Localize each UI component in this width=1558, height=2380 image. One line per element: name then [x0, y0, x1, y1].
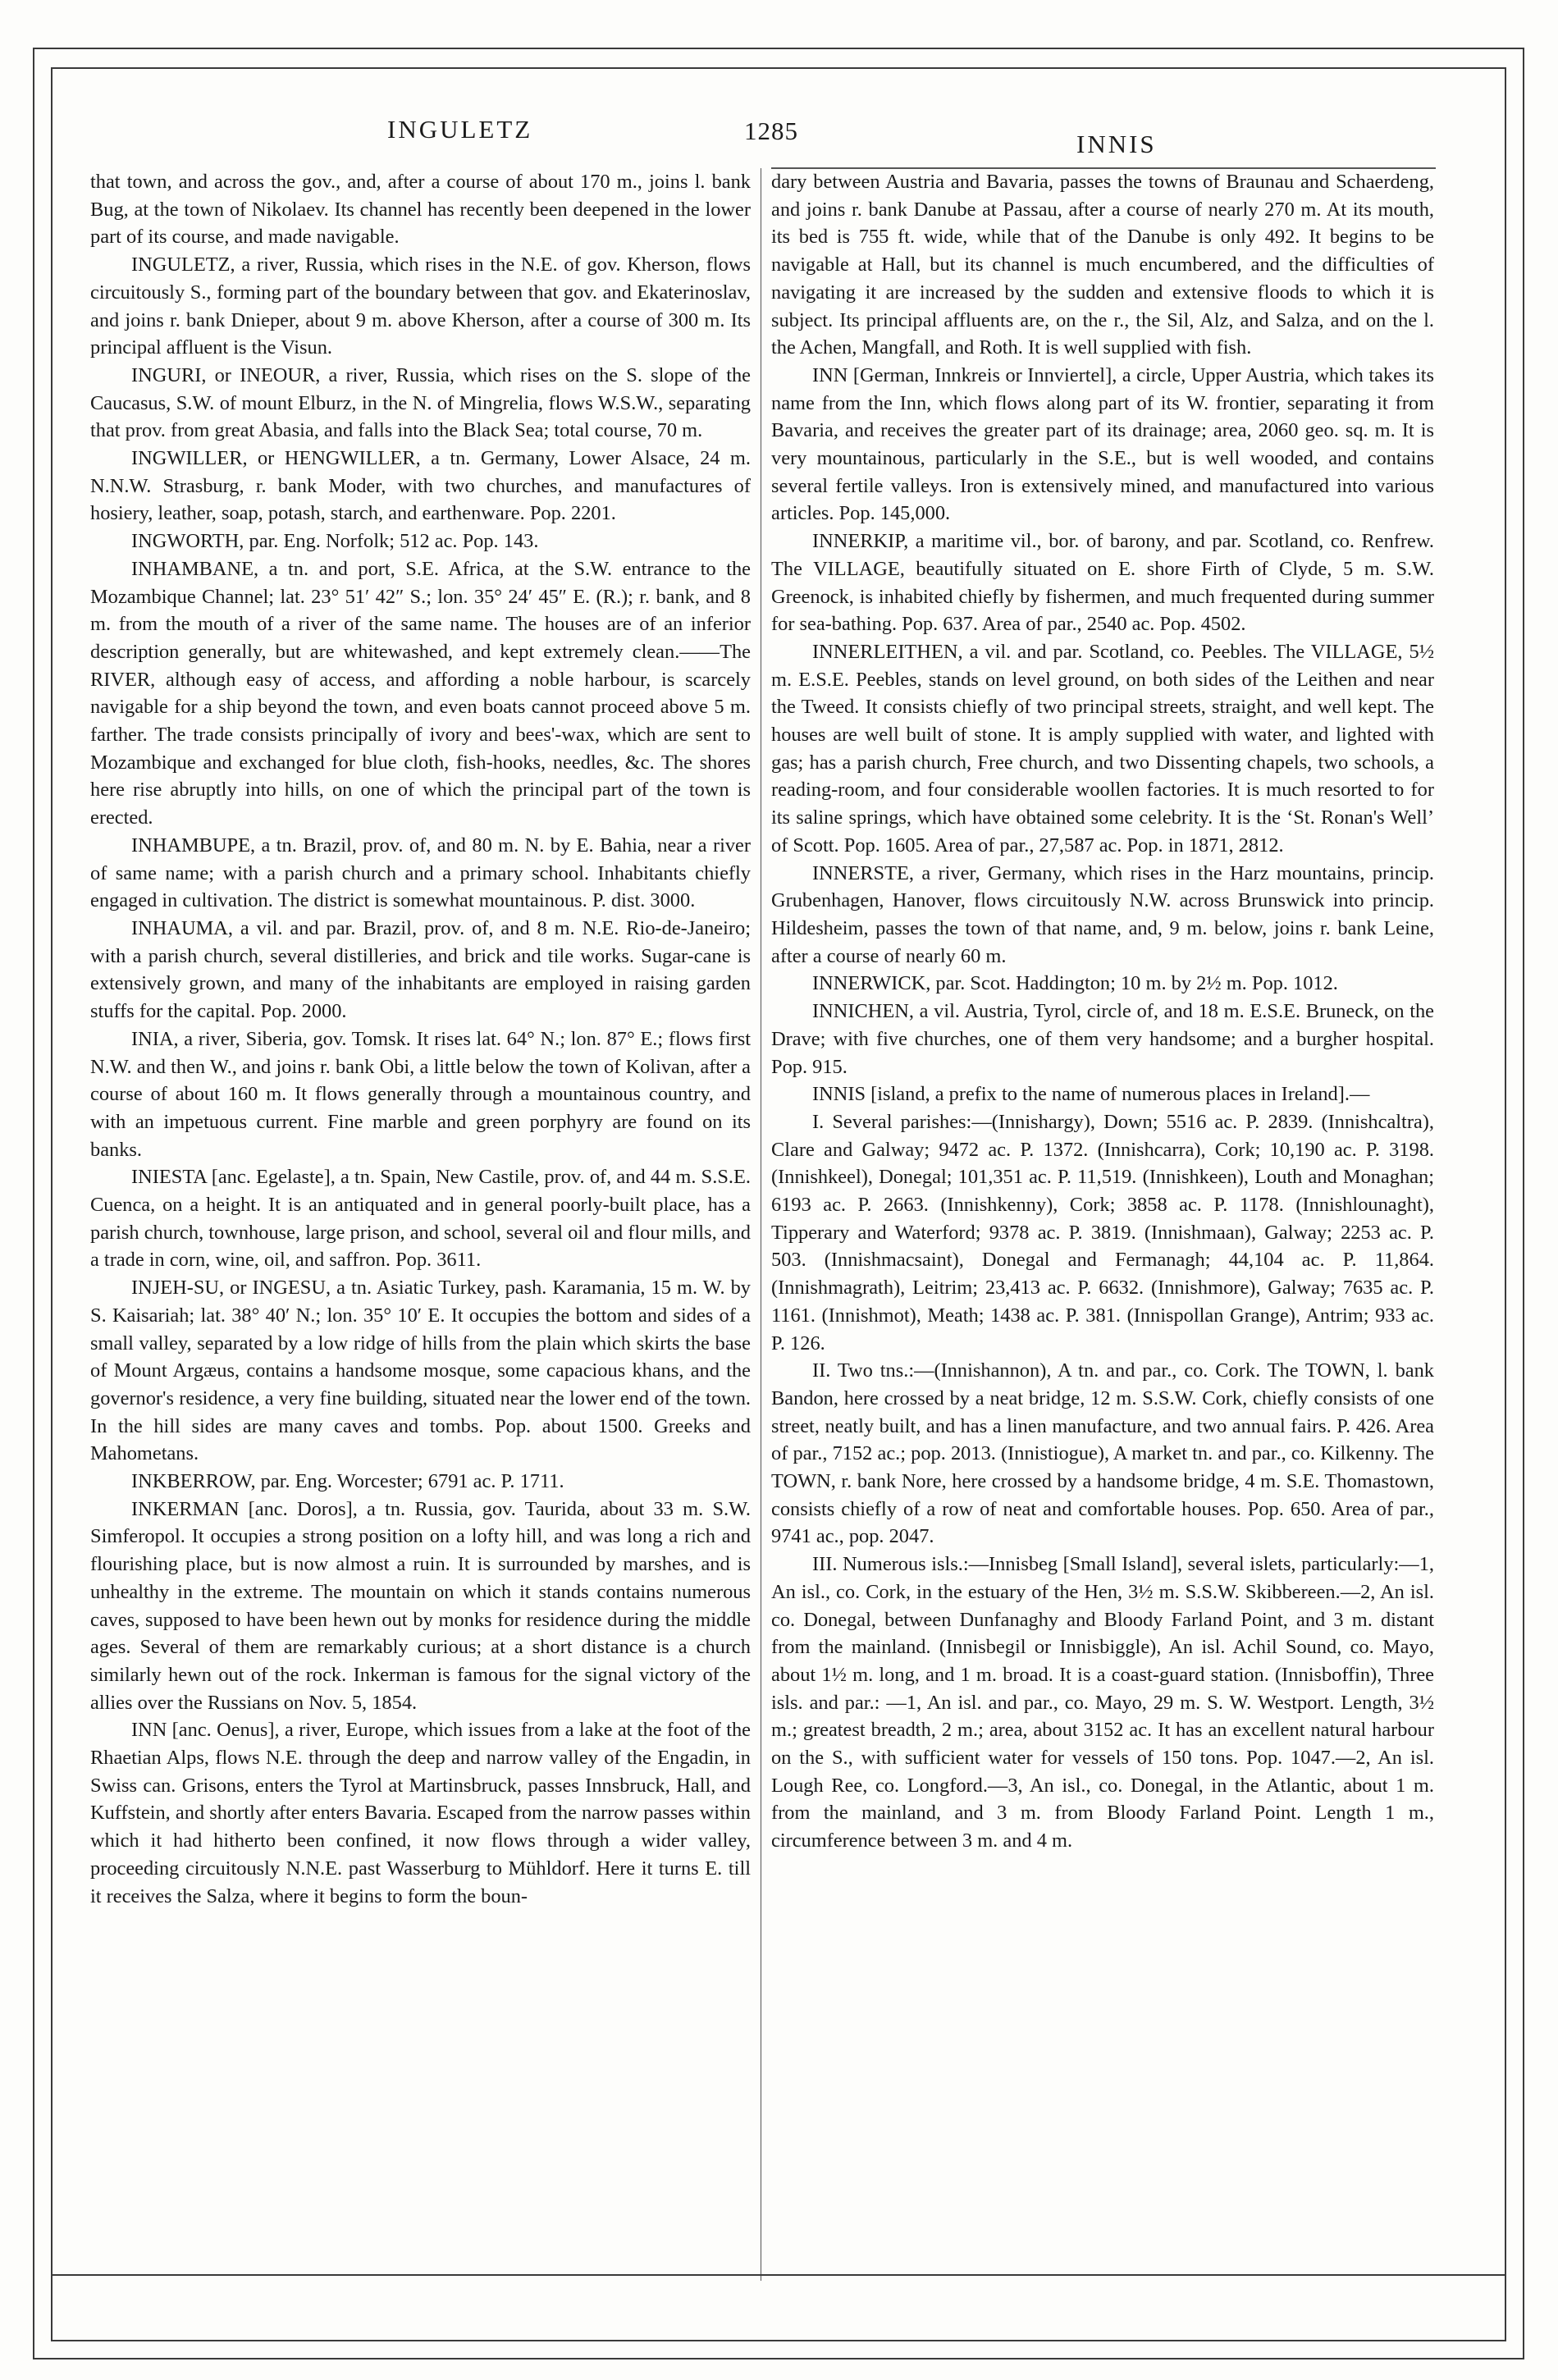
gazetteer-entry: INNERWICK, par. Scot. Haddington; 10 m. by 2½ m. Pop. 1012. [812, 972, 1338, 995]
gazetteer-entry: INGURI, or INEOUR, a river, Russia, which rises on the S. slope of the Caucasus, S.W. of mount Elburz, in the N. of Mingrelia, flows W.S.W., separating that prov. from great Abasia, and falls into the Black Sea; total course, 70 m. [90, 363, 751, 442]
gazetteer-entry: dary between Austria and Bavaria, passes the towns of Braunau and Schaerdeng, and joins r. bank Danube at Passau, after a course of nearly 270 m. At its mouth, its bed is 755 ft. wide, while that of the Danube is only 492. It begins to be navigable at Hall, but its channel is much encumbered, and the difficulties of navigating it are increased by the sudden and extensive floods to which it is subject. Its principal affluents are, on the r., the Sil, Alz, and Salza, and on the l. the Achen, Mangfall, and Roth. It is well supplied with fish. [771, 171, 1434, 359]
gazetteer-entry: INIA, a river, Siberia, gov. Tomsk. It rises lat. 64° N.; lon. 87° E.; flows first N.W. and then W., and joins r. bank Obi, a little below the town of Kolivan, after a course of about 160 m. It flows generally through a mountainous country, and with an impetuous current. Fine marble and green porphyry are found on its banks. [90, 1027, 751, 1161]
footer-rule [51, 2274, 1506, 2276]
right-column [771, 168, 1434, 1855]
gazetteer-entry: that town, and across the gov., and, after a course of about 170 m., joins l. bank Bug, at the town of Nikolaev. Its channel has recently been deepened in the lower part of its course, and made navigable. [90, 171, 751, 249]
gazetteer-entry: INNIS [island, a prefix to the name of numerous places in Ireland].— [812, 1083, 1370, 1106]
running-header [51, 67, 1506, 166]
gazetteer-entry: INN [German, Innkreis or Innviertel], a circle, Upper Austria, which takes its name from the Inn, which flows along part of its W. frontier, separating it from Bavaria, and receives the greater part of its drainage; area, 2060 geo. sq. m. It is very mountainous, particularly in the S.E., but is well wooded, and contains several fertile valleys. Iron is extensively mined, and manufactured into various articles. Pop. 145,000. [771, 363, 1434, 525]
gazetteer-entry: INNERLEITHEN, a vil. and par. Scotland, co. Peebles. The VILLAGE, 5½ m. E.S.E. Peebles, stands on level ground, on both sides of the Leithen and near the Tweed. It consists chiefly of two principal streets, straight, and well kept. The houses are well built of stone. It is amply supplied with water, and lighted with gas; has a parish church, Free church, and two Dissenting chapels, two schools, a reading-room, and four considerable woollen factories. It is much resorted to for its saline springs, which have obtained some celebrity. It is the ‘St. Ronan's Well’ of Scott. Pop. 1605. Area of par., 27,587 ac. Pop. in 1871, 2812. [771, 640, 1434, 857]
gazetteer-entry: INHAMBUPE, a tn. Brazil, prov. of, and 80 m. N. by E. Bahia, near a river of same name; with a parish church and a primary school. Inhabitants chiefly engaged in cultivation. The district is somewhat mountainous. P. dist. 3000. [90, 834, 751, 912]
gazetteer-entry: INGULETZ, a river, Russia, which rises in the N.E. of gov. Kherson, flows circuitously S., forming part of the boundary between that gov. and Ekaterinoslav, and joins r. bank Dnieper, about 9 m. above Kherson, after a course of 300 m. Its principal affluent is the Visun. [90, 254, 751, 359]
gazetteer-entry: INGWORTH, par. Eng. Norfolk; 512 ac. Pop. 143. [131, 530, 539, 553]
gazetteer-entry: INKERMAN [anc. Doros], a tn. Russia, gov. Taurida, about 33 m. S.W. Simferopol. It occupies a strong position on a lofty hill, and was long a rich and flourishing place, but is now almost a ruin. It is surrounded by marshes, and is unhealthy in the extreme. The mountain on which it stands contains numerous caves, supposed to have been hewn out by monks for residence during the middle ages. Several of them are remarkably curious; at a short distance is a church similarly hewn out of the rock. Inkerman is famous for the signal victory of the allies over the Russians on Nov. 5, 1854. [90, 1497, 751, 1714]
gazetteer-entry: INHAMBANE, a tn. and port, S.E. Africa, at the S.W. entrance to the Mozambique Channel; lat. 23° 51′ 42″ S.; lon. 35° 24′ 45″ E. (R.); r. bank, and 8 m. from the mouth of a river of the same name. The houses are of an inferior description generally, but are whitewashed, and kept extremely clean.——The RIVER, although easy of access, and affording a noble harbour, is scarcely navigable for a ship beyond the town, and even boats cannot proceed above 5 m. farther. The trade consists principally of ivory and bees'-wax, which are sent to Mozambique and exchanged for blue cloth, fish-hooks, needles, &c. The shores here rise abruptly into hills, on one of which the principal part of the town is erected. [90, 557, 751, 829]
gazetteer-entry: INKBERROW, par. Eng. Worcester; 6791 ac. P. 1711. [131, 1470, 564, 1493]
gazetteer-entry: INGWILLER, or HENGWILLER, a tn. Germany, Lower Alsace, 24 m. N.N.W. Strasburg, r. bank Moder, with two churches, and manufactures of hosiery, leather, soap, potash, starch, and earthenware. Pop. 2201. [90, 447, 751, 525]
gazetteer-entry: INNERSTE, a river, Germany, which rises in the Harz mountains, princip. Grubenhagen, Hanover, flows circuitously N.W. across Brunswick into princip. Hildesheim, passes the town of that name, and, 9 m. below, joins r. bank Leine, after a course of nearly 60 m. [771, 861, 1434, 967]
gazetteer-entry: INJEH-SU, or INGESU, a tn. Asiatic Turkey, pash. Karamania, 15 m. W. by S. Kaisariah; lat. 38° 40′ N.; lon. 35° 10′ E. It occupies the bottom and sides of a small valley, separated by a low ridge of hills from the plain which skirts the base of Mount Argæus, contains a handsome mosque, some capacious khans, and the governor's residence, a very fine building, situated near the lower end of the town. In the hill sides are many caves and tombs. Pop. about 1500. Greeks and Mahometans. [90, 1277, 751, 1465]
left-running-title: INGULETZ [387, 115, 533, 144]
gazetteer-entry: II. Two tns.:—(Innishannon), A tn. and par., co. Cork. The TOWN, l. bank Bandon, here crossed by a neat bridge, 12 m. S.S.W. Cork, chiefly consists of one street, neatly built, and has a linen manufacture, and two annual fairs. P. 426. Area of par., 7152 ac.; pop. 2013. (Innistiogue), A market tn. and par., co. Kilkenny. The TOWN, r. bank Nore, here crossed by a handsome bridge, 4 m. S.E. Thomastown, consists chiefly of a row of neat and comfortable houses. Pop. 650. Area of par., 9741 ac., pop. 2047. [771, 1359, 1434, 1548]
page-number: 1285 [744, 116, 798, 145]
gazetteer-entry: III. Numerous isls.:—Innisbeg [Small Island], several islets, particularly:—1, An isl., co. Cork, in the estuary of the Hen, 3½ m. S.S.W. Skibbereen.—2, An isl. co. Donegal, between Dunfanaghy and Bloody Farland Point, and 3 m. distant from the mainland. (Innisbegil or Innisbiggle), An isl. Achil Sound, co. Mayo, about 1½ m. long, and 1 m. broad. It is a coast-guard station. (Innisboffin), Three isls. and par.: —1, An isl. and par., co. Mayo, 29 m. S. W. Westport. Length, 3½ m.; greatest breadth, 2 m.; area, about 3152 ac. It has an excellent natural harbour on the S., with sufficient water for vessels of 150 tons. Pop. 1047.—2, An isl. Lough Ree, co. Longford.—3, An isl., co. Donegal, in the Atlantic, about 1 m. from the mainland, and 3 m. from Bloody Farland Point. Length 1 m., circumference between 3 m. and 4 m. [771, 1553, 1434, 1852]
gazetteer-entry: INN [anc. Oenus], a river, Europe, which issues from a lake at the foot of the Rhaetian Alps, flows N.E. through the deep and narrow valley of the Engadin, in Swiss can. Grisons, enters the Tyrol at Martinsbruck, passes Innsbruck, Hall, and Kuffstein, and shortly after enters Bavaria. Escaped from the narrow passes within which it had hitherto been confined, it now flows through a wider valley, proceeding circuitously N.N.E. past Wasserburg to Mühldorf. Here it turns E. till it receives the Salza, where it begins to form the boun- [90, 1719, 751, 1907]
gazetteer-entry: INNICHEN, a vil. Austria, Tyrol, circle of, and 18 m. E.S.E. Bruneck, on the Drave; with five churches, one of them very handsome; and a burgher hospital. Pop. 915. [771, 1000, 1434, 1078]
left-column [90, 168, 751, 1910]
gazetteer-entry: INIESTA [anc. Egelaste], a tn. Spain, New Castile, prov. of, and 44 m. S.S.E. Cuenca, on a height. It is an antiquated and in general poorly-built place, has a parish church, townhouse, large prison, and school, several oil and flour mills, and a trade in corn, wine, oil, and saffron. Pop. 3611. [90, 1166, 751, 1272]
gazetteer-entry: INNERKIP, a maritime vil., bor. of barony, and par. Scotland, co. Renfrew. The VILLAGE, beautifully situated on E. shore Firth of Clyde, 5 m. S.W. Greenock, is inhabited chiefly by fishermen, and much frequented during summer for sea-bathing. Pop. 637. Area of par., 2540 ac. Pop. 4502. [771, 530, 1434, 636]
right-running-title: INNIS [1076, 130, 1157, 158]
gazetteer-entry: I. Several parishes:—(Innishargy), Down; 5516 ac. P. 2839. (Innishcaltra), Clare and Galway; 9472 ac. P. 1372. (Innishcarra), Cork; 10,190 ac. P. 3198. (Innishkeel), Donegal; 101,351 ac. P. 11,519. (Innishkeen), Louth and Monaghan; 6193 ac. P. 2663. (Innishkenny), Cork; 3858 ac. P. 1178. (Innishlounaght), Tipperary and Waterford; 9378 ac. P. 3819. (Innishmaan), Galway; 2253 ac. P. 503. (Innishmacsaint), Donegal and Fermanagh; 44,104 ac. P. 11,864. (Innishmagrath), Leitrim; 23,413 ac. P. 6632. (Innishmore), Galway; 7635 ac. P. 1161. (Innishmot), Meath; 1438 ac. P. 381. (Innispollan Grange), Antrim; 933 ac. P. 126. [771, 1110, 1434, 1354]
gazetteer-entry: INHAUMA, a vil. and par. Brazil, prov. of, and 8 m. N.E. Rio-de-Janeiro; with a parish church, several distilleries, and brick and tile works. Sugar-cane is extensively grown, and many of the inhabitants are employed in raising garden stuffs for the capital. Pop. 2000. [90, 916, 751, 1023]
